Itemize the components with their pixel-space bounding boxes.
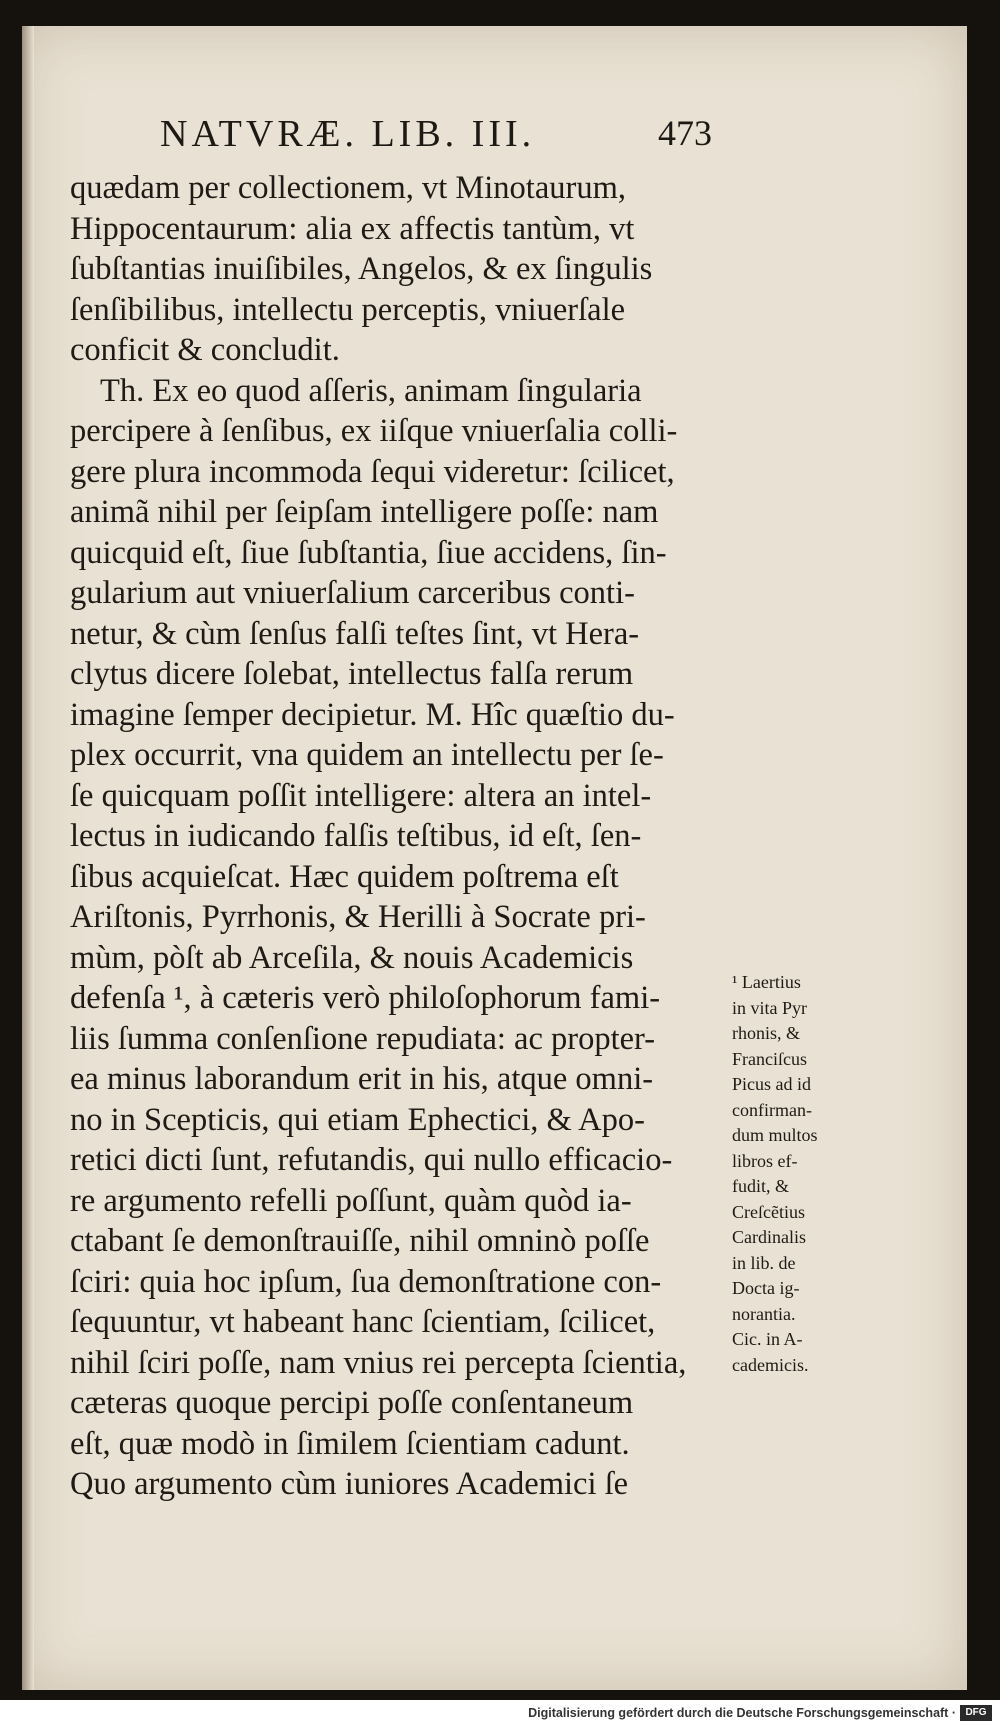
text-line: ſe quicquam poſſit intelligere: altera an intel-	[70, 777, 652, 814]
text-line: gere plura incommoda ſequi videretur: ſcilicet,	[70, 453, 675, 490]
text-line: gularium aut vniuerſalium carceribus conti-	[70, 575, 635, 611]
text-line: defenſa ¹, à cæteris verò philoſophorum fami-	[70, 980, 661, 1016]
margin-line: fudit, &	[732, 1176, 789, 1196]
text-line: ſequuntur, vt habeant hanc ſcientiam, ſcilicet,	[70, 1304, 656, 1340]
dfg-logo-icon: DFG	[960, 1705, 992, 1721]
text-line: ſenſibilibus, intellectu perceptis, vniuerſale	[70, 291, 626, 328]
text-line: netur, & cùm ſenſus falſi teſtes ſint, vt Hera-	[70, 615, 640, 652]
text-line: Quo argumento cùm iuniores Academici ſe	[70, 1466, 629, 1502]
text-line: plex occurrit, vna quidem an intellectu per ſe-	[70, 737, 664, 773]
text-line: clytus dicere ſolebat, intellectus falſa rerum	[70, 656, 634, 692]
running-head: NATVRÆ. LIB. III.	[160, 113, 536, 155]
page-number: 473	[658, 113, 712, 153]
margin-line: in vita Pyr	[732, 997, 807, 1018]
text-line: Ariſtonis, Pyrrhonis, & Herilli à Socrate pri-	[70, 899, 646, 935]
text-line: nihil ſciri poſſe, nam vnius rei percepta ſcientia,	[70, 1344, 687, 1381]
margin-line: Cardinalis	[732, 1227, 806, 1247]
main-text-block	[70, 168, 730, 1505]
margin-line: rhonis, &	[732, 1023, 801, 1043]
text-line: Th. Ex eo quod aſſeris, animam ſingularia	[100, 372, 642, 409]
margin-line: Cic. in A-	[732, 1329, 803, 1349]
funding-credit: Digitalisierung gefördert durch die Deutsche Forschungsgemeinschaft ·	[528, 1706, 956, 1720]
margin-line: libros ef-	[732, 1150, 798, 1171]
margin-line: Franciſcus	[732, 1048, 807, 1069]
text-line: re argumento refelli poſſunt, quàm quòd ia-	[70, 1182, 632, 1219]
margin-line: ¹ Laertius	[732, 972, 801, 992]
margin-line: Creſcẽtius	[732, 1201, 805, 1222]
margin-line: norantia.	[732, 1303, 796, 1324]
text-line: no in Scepticis, qui etiam Ephectici, & Apo-	[70, 1101, 645, 1138]
digitization-footer	[0, 1700, 1000, 1728]
text-line: percipere à ſenſibus, ex iiſque vniuerſalia colli-	[70, 413, 678, 449]
text-line: conficit & concludit.	[70, 332, 340, 368]
text-line: mùm, pòſt ab Arceſila, & nouis Academicis	[70, 939, 634, 976]
text-line: lectus in iudicando falſis teſtibus, id eſt, ſen-	[70, 818, 642, 854]
margin-line: dum multos	[732, 1125, 818, 1145]
text-line: liis ſumma conſenſione repudiata: ac propter-	[70, 1020, 656, 1057]
margin-line: confirman-	[732, 1099, 812, 1120]
text-line: ea minus laborandum erit in his, atque omni-	[70, 1061, 654, 1097]
text-line: imagine ſemper decipietur. M. Hîc quæſtio du-	[70, 696, 675, 733]
margin-line: Picus ad id	[732, 1074, 811, 1094]
text-line: retici dicti ſunt, refutandis, qui nullo efficacio-	[70, 1142, 673, 1178]
text-line: cæteras quoque percipi poſſe conſentaneum	[70, 1385, 634, 1421]
text-line: ſibus acquieſcat. Hæc quidem poſtrema eſt	[70, 858, 619, 895]
text-line: ctabant ſe demonſtrauiſſe, nihil omninò poſſe	[70, 1223, 650, 1259]
text-line: quicquid eſt, ſiue ſubſtantia, ſiue accidens, ſin-	[70, 534, 667, 571]
page-gutter-shadow	[22, 26, 34, 1690]
text-line: ſciri: quia hoc ipſum, ſua demonſtratione con-	[70, 1263, 662, 1300]
text-line: eſt, quæ modò in ſimilem ſcientiam cadunt.	[70, 1425, 630, 1462]
text-line: quædam per collectionem, vt Minotaurum,	[70, 170, 626, 206]
margin-line: cademicis.	[732, 1354, 809, 1375]
margin-line: Docta ig-	[732, 1278, 800, 1298]
marginal-note	[732, 970, 862, 1378]
text-line: Hippocentaurum: alia ex affectis tantùm, vt	[70, 210, 635, 247]
margin-line: in lib. de	[732, 1252, 796, 1273]
text-line: ſubſtantias inuiſibiles, Angelos, & ex ſingulis	[70, 251, 653, 287]
text-line: animã nihil per ſeipſam intelligere poſſe: nam	[70, 494, 659, 530]
